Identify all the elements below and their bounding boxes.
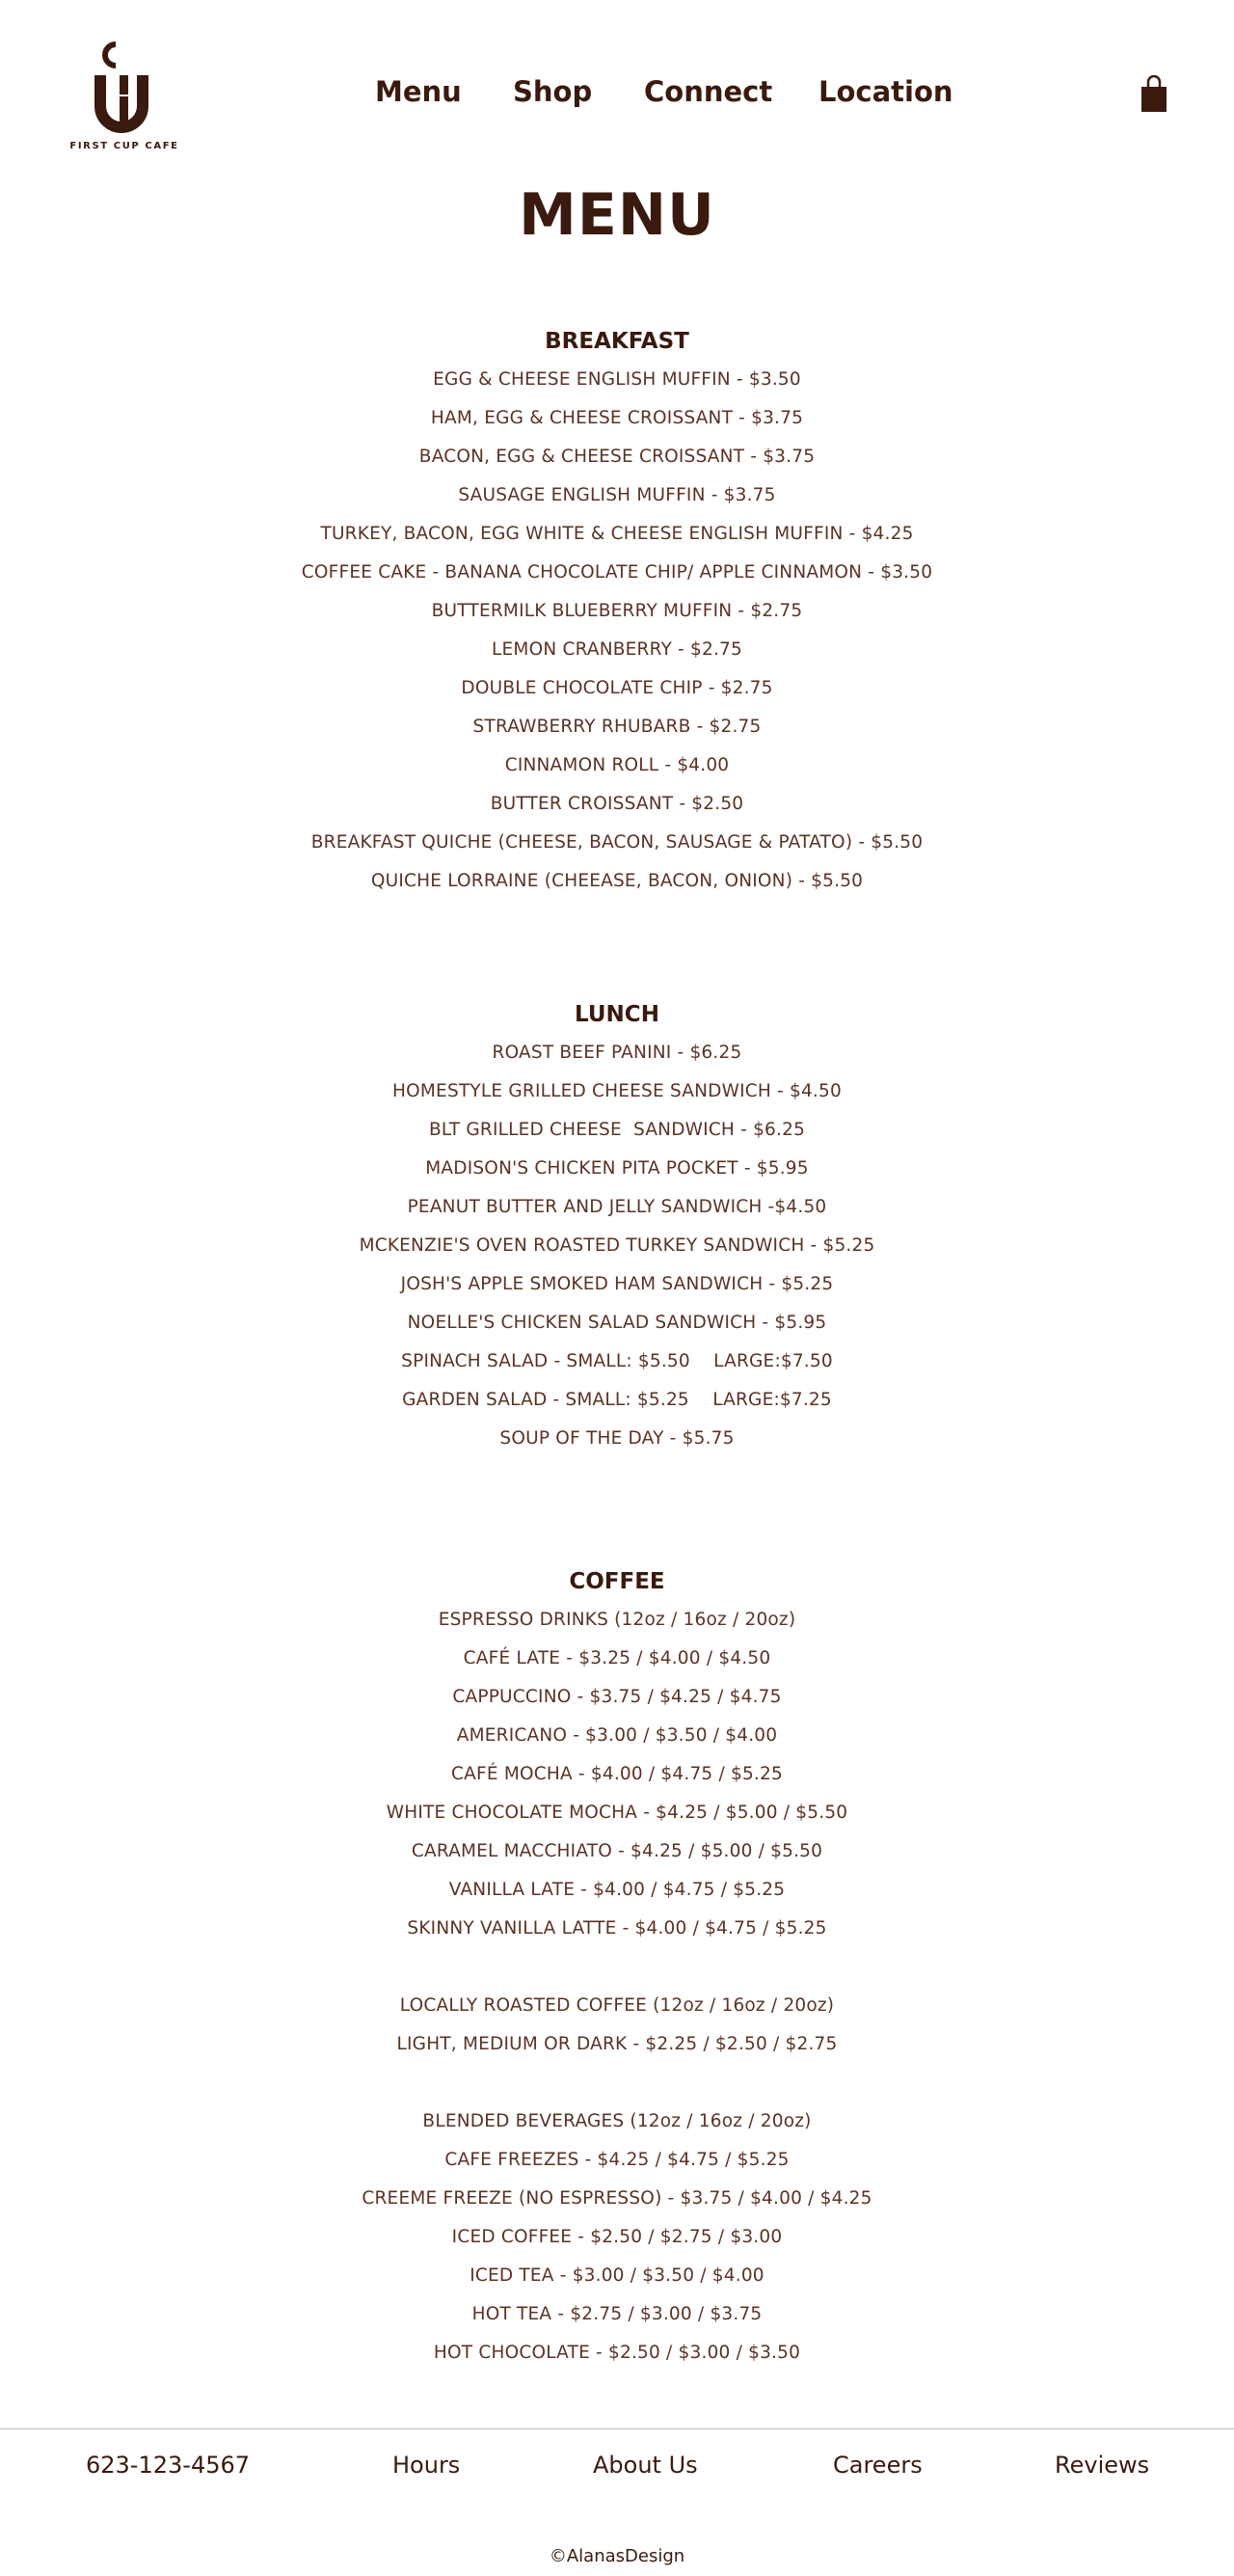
menu-item: ICED TEA - $3.00 / $3.50 / $4.00 bbox=[469, 2265, 765, 2286]
lunch-items bbox=[0, 1034, 1234, 1458]
nav-menu[interactable]: Menu bbox=[375, 75, 462, 108]
breakfast-section bbox=[0, 322, 1234, 901]
main-nav bbox=[0, 75, 1234, 114]
menu-item: SAUSAGE ENGLISH MUFFIN - $3.75 bbox=[458, 485, 776, 505]
menu-item: BUTTERMILK BLUEBERRY MUFFIN - $2.75 bbox=[431, 601, 803, 621]
menu-item: CAFE FREEZES - $4.25 / $4.75 / $5.25 bbox=[444, 2150, 790, 2170]
menu-item: QUICHE LORRAINE (CHEEASE, BACON, ONION) - $5.50 bbox=[370, 871, 864, 891]
menu-item: SOUP OF THE DAY - $5.75 bbox=[499, 1428, 735, 1449]
menu-item: VANILLA LATE - $4.00 / $4.75 / $5.25 bbox=[448, 1880, 786, 1900]
menu-item: TURKEY, BACON, EGG WHITE & CHEESE ENGLISH MUFFIN - $4.25 bbox=[320, 524, 914, 544]
breakfast-title: BREAKFAST bbox=[545, 329, 689, 354]
menu-item: PEANUT BUTTER AND JELLY SANDWICH -$4.50 bbox=[407, 1197, 827, 1217]
menu-item: MADISON'S CHICKEN PITA POCKET - $5.95 bbox=[425, 1158, 809, 1179]
copyright: ©AlanasDesign bbox=[549, 2546, 685, 2566]
footer-careers[interactable]: Careers bbox=[833, 2452, 923, 2479]
menu-item: STRAWBERRY RHUBARB - $2.75 bbox=[472, 717, 762, 737]
menu-item: LIGHT, MEDIUM OR DARK - $2.25 / $2.50 / $2.75 bbox=[396, 2034, 838, 2054]
lunch-section bbox=[0, 995, 1234, 1458]
page-title: MENU bbox=[519, 181, 715, 249]
menu-item: ICED COFFEE - $2.50 / $2.75 / $3.00 bbox=[451, 2227, 783, 2247]
coffee-blended-items bbox=[0, 2102, 1234, 2373]
menu-item: HAM, EGG & CHEESE CROISSANT - $3.75 bbox=[430, 408, 804, 428]
cart-button[interactable] bbox=[1140, 75, 1168, 114]
nav-location[interactable]: Location bbox=[818, 75, 953, 108]
breakfast-items bbox=[0, 361, 1234, 901]
menu-item: SPINACH SALAD - SMALL: $5.50 LARGE:$7.50 bbox=[401, 1351, 833, 1371]
site-footer bbox=[0, 2452, 1234, 2490]
menu-item: CAPPUCCINO - $3.75 / $4.25 / $4.75 bbox=[452, 1687, 782, 1707]
menu-item: HOMESTYLE GRILLED CHEESE SANDWICH - $4.50 bbox=[392, 1081, 842, 1101]
coffee-title: COFFEE bbox=[569, 1569, 665, 1594]
menu-item: COFFEE CAKE - BANANA CHOCOLATE CHIP/ APPLE CINNAMON - $3.50 bbox=[301, 562, 933, 583]
menu-item: EGG & CHEESE ENGLISH MUFFIN - $3.50 bbox=[433, 369, 801, 390]
coffee-section bbox=[0, 1562, 1234, 2373]
menu-item: HOT CHOCOLATE - $2.50 / $3.00 / $3.50 bbox=[433, 2343, 801, 2363]
lunch-title: LUNCH bbox=[575, 1002, 659, 1027]
site-header bbox=[0, 0, 1234, 164]
menu-item: GARDEN SALAD - SMALL: $5.25 LARGE:$7.25 bbox=[402, 1390, 832, 1410]
menu-item: BLENDED BEVERAGES (12oz / 16oz / 20oz) bbox=[422, 2111, 812, 2131]
menu-item: CAFÉ LATE - $3.25 / $4.00 / $4.50 bbox=[463, 1648, 771, 1668]
footer-phone[interactable]: 623-123-4567 bbox=[86, 2452, 251, 2479]
shopping-bag-icon bbox=[1140, 75, 1168, 114]
menu-item: BLT GRILLED CHEESE SANDWICH - $6.25 bbox=[428, 1120, 806, 1140]
menu-item: CINNAMON ROLL - $4.00 bbox=[504, 755, 730, 775]
menu-item: DOUBLE CHOCOLATE CHIP - $2.75 bbox=[461, 678, 773, 698]
coffee-espresso-items bbox=[0, 1601, 1234, 1948]
menu-item: HOT TEA - $2.75 / $3.00 / $3.75 bbox=[471, 2304, 763, 2324]
menu-item: AMERICANO - $3.00 / $3.50 / $4.00 bbox=[456, 1725, 778, 1746]
menu-item: CARAMEL MACCHIATO - $4.25 / $5.00 / $5.50 bbox=[411, 1841, 823, 1861]
menu-item: SKINNY VANILLA LATTE - $4.00 / $4.75 / $5.25 bbox=[407, 1918, 827, 1939]
menu-item: LOCALLY ROASTED COFFEE (12oz / 16oz / 20oz) bbox=[399, 1995, 835, 2016]
menu-item: ESPRESSO DRINKS (12oz / 16oz / 20oz) bbox=[438, 1610, 796, 1630]
menu-item: ROAST BEEF PANINI - $6.25 bbox=[492, 1043, 742, 1063]
footer-reviews[interactable]: Reviews bbox=[1055, 2452, 1150, 2479]
menu-item: WHITE CHOCOLATE MOCHA - $4.25 / $5.00 / $5.50 bbox=[386, 1803, 848, 1823]
menu-item: MCKENZIE'S OVEN ROASTED TURKEY SANDWICH - $5.25 bbox=[359, 1235, 875, 1256]
footer-hours[interactable]: Hours bbox=[392, 2452, 461, 2479]
menu-item: CREEME FREEZE (NO ESPRESSO) - $3.75 / $4.00 / $4.25 bbox=[362, 2188, 872, 2209]
coffee-roasted-items bbox=[0, 1987, 1234, 2064]
footer-about-us[interactable]: About Us bbox=[593, 2452, 698, 2479]
menu-item: JOSH'S APPLE SMOKED HAM SANDWICH - $5.25 bbox=[400, 1274, 834, 1294]
menu-item: CAFÉ MOCHA - $4.00 / $4.75 / $5.25 bbox=[451, 1764, 783, 1784]
menu-item: BREAKFAST QUICHE (CHEESE, BACON, SAUSAGE & PATATO) - $5.50 bbox=[310, 832, 924, 853]
menu-item: NOELLE'S CHICKEN SALAD SANDWICH - $5.95 bbox=[407, 1313, 827, 1333]
menu-item: BUTTER CROISSANT - $2.50 bbox=[490, 794, 744, 814]
nav-shop[interactable]: Shop bbox=[513, 75, 593, 108]
footer-divider bbox=[0, 2428, 1234, 2429]
menu-item: LEMON CRANBERRY - $2.75 bbox=[492, 639, 742, 660]
logo-text: FIRST CUP CAFE bbox=[69, 141, 179, 151]
menu-item: BACON, EGG & CHEESE CROISSANT - $3.75 bbox=[418, 447, 816, 467]
nav-connect[interactable]: Connect bbox=[644, 75, 773, 108]
